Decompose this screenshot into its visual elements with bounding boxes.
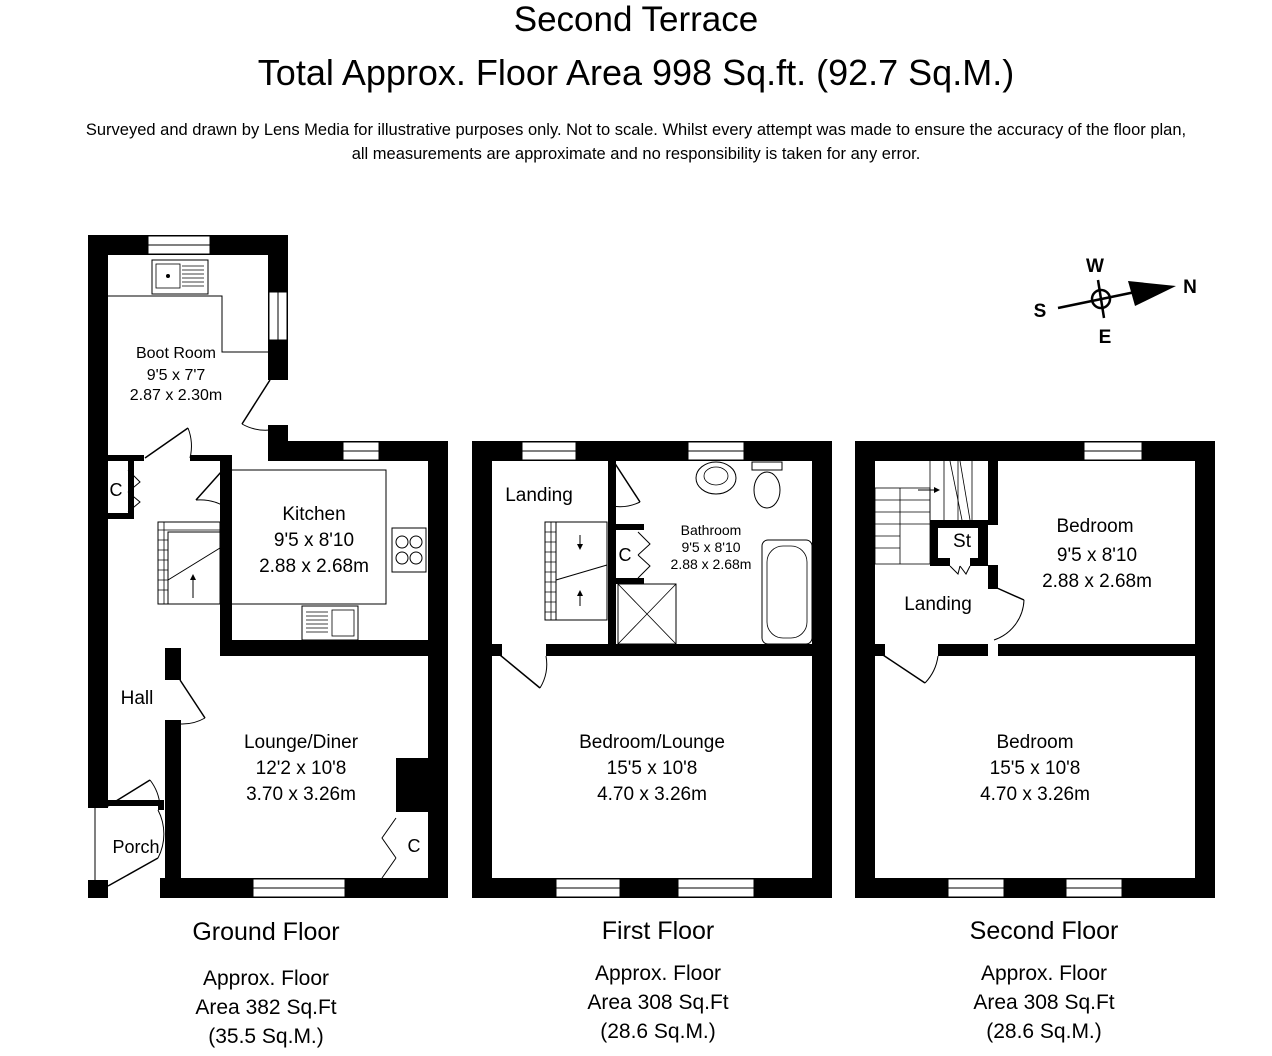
room-name-hall: Hall [120, 688, 154, 709]
room-dim-imperial: 9'5 x 7'7 [146, 367, 206, 384]
room-name-bedroom: Bedroom [996, 732, 1074, 753]
cupboard-label: C [109, 480, 123, 500]
room-dim-imperial: 9'5 x 8'10 [1056, 545, 1138, 566]
room-name-lounge-diner: Lounge/Diner [243, 732, 359, 753]
room-dim-imperial: 15'5 x 10'8 [989, 758, 1081, 779]
wall [1195, 441, 1215, 898]
room-dim-metric: 2.88 x 2.68m [259, 556, 369, 577]
area-line: Approx. Floor [980, 962, 1108, 985]
wall [855, 441, 1215, 461]
room-dim-metric: 4.70 x 3.26m [980, 784, 1090, 805]
room-dim-imperial: 9'5 x 8'10 [681, 539, 741, 555]
compass-north: N [1183, 277, 1197, 298]
disclaimer-line-1: Surveyed and drawn by Lens Media for illustrative purposes only. Not to scale. Whilst every attempt was made to ensure the accuracy of the floor plan, [85, 121, 1187, 139]
room-dim-metric: 3.70 x 3.26m [246, 784, 356, 805]
hob-icon [392, 528, 426, 572]
room-dim-metric: 2.87 x 2.30m [129, 387, 223, 404]
ground-floor-plan [88, 235, 448, 898]
area-line: (28.6 Sq.M.) [600, 1020, 716, 1043]
cupboard-label: C [618, 545, 632, 565]
wall [472, 441, 492, 898]
wall [88, 235, 108, 898]
room-name-bedroom-lounge: Bedroom/Lounge [579, 732, 725, 753]
room-dim-metric: 4.70 x 3.26m [597, 784, 707, 805]
store-label: St [953, 531, 971, 552]
area-line: Area 308 Sq.Ft [973, 991, 1115, 1014]
area-line: (28.6 Sq.M.) [986, 1020, 1102, 1043]
compass-west: W [1086, 256, 1104, 277]
wall [472, 878, 832, 898]
compass-south: S [1033, 301, 1047, 322]
page-title: Second Terrace [513, 0, 759, 39]
ground-floor-area [166, 964, 366, 1051]
cupboard-label: C [407, 836, 421, 856]
room-dim-imperial: 15'5 x 10'8 [606, 758, 698, 779]
area-line: Approx. Floor [202, 967, 330, 990]
room-dim-metric: 2.88 x 2.68m [1042, 571, 1152, 592]
area-line: Area 382 Sq.Ft [195, 996, 337, 1019]
room-name-bedroom: Bedroom [1056, 516, 1134, 537]
room-name-landing: Landing [904, 594, 972, 615]
area-line: Approx. Floor [594, 962, 722, 985]
second-floor-area [944, 959, 1144, 1046]
room-name-landing: Landing [505, 485, 573, 506]
room-name-kitchen: Kitchen [282, 504, 346, 525]
disclaimer-line-2: all measurements are approximate and no responsibility is taken for any error. [351, 145, 921, 163]
room-dim-imperial: 12'2 x 10'8 [255, 758, 347, 779]
compass-east: E [1098, 327, 1112, 348]
second-floor-title: Second Floor [969, 917, 1119, 945]
area-line: Area 308 Sq.Ft [587, 991, 729, 1014]
wall [428, 441, 448, 898]
second-floor-plan [855, 441, 1215, 898]
room-name-porch: Porch [112, 837, 160, 857]
room-name-boot-room: Boot Room [135, 345, 217, 362]
wall [855, 441, 875, 898]
compass-icon [1034, 256, 1197, 348]
first-floor-title: First Floor [601, 917, 715, 945]
first-floor-plan [472, 441, 832, 898]
total-floor-area: Total Approx. Floor Area 998 Sq.ft. (92.7 Sq.M.) [257, 52, 1015, 93]
first-floor-area [558, 959, 758, 1046]
room-name-bathroom: Bathroom [680, 522, 742, 538]
wall [812, 441, 832, 898]
ground-floor-title: Ground Floor [192, 918, 340, 946]
toilet-icon [752, 462, 782, 470]
room-dim-imperial: 9'5 x 8'10 [273, 530, 355, 551]
area-line: (35.5 Sq.M.) [208, 1025, 324, 1048]
room-dim-metric: 2.88 x 2.68m [670, 556, 752, 572]
wall [855, 878, 1215, 898]
